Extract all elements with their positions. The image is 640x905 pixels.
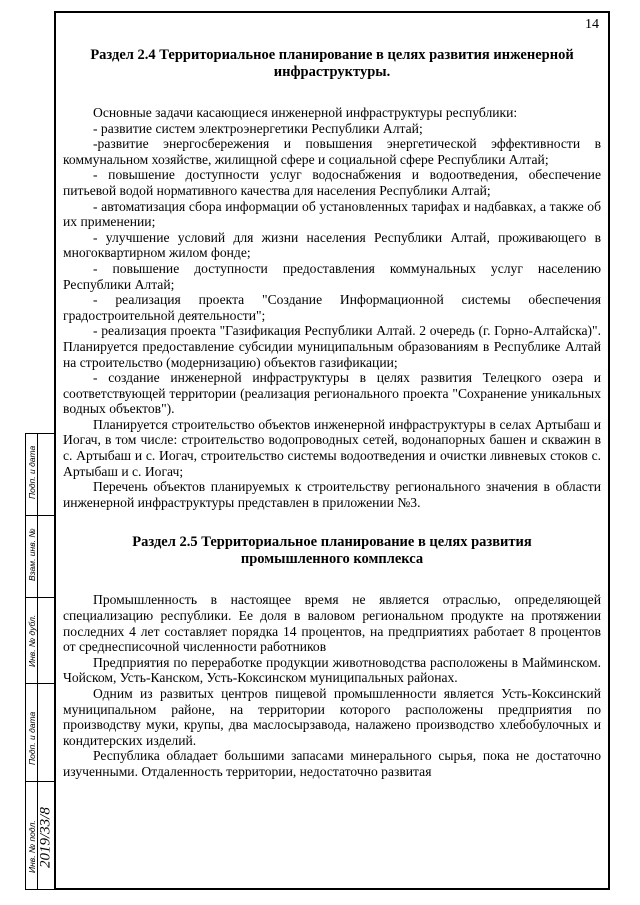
paragraph: -развитие энергосбережения и повышения энергетической эффективности в коммунальном хозяйстве, жилищной сфере и социальной сфере Республики Алтай; <box>63 136 601 167</box>
document-body <box>63 47 601 780</box>
stamp-label: Подп. и дата <box>26 445 37 499</box>
paragraph: Планируется строительство объектов инженерной инфраструктуры в селах Артыбаш и Иогач, в том числе: строительство водопроводных сетей, водонапорных башен и скважин в с. Артыбаш и с. Иогач, строительство системы водоотведения и очистки ливневых стоков с. Артыбаш и с. Иогач; <box>63 416 601 479</box>
approval-stamp <box>25 433 54 890</box>
stamp-row <box>25 781 54 890</box>
paragraph: - реализация проекта "Газификация Республики Алтай. 2 очередь (г. Горно-Алтайска)". Планируется предоставление субсидии муниципальным образованиям в Республике Алтай на строительство (модернизацию) объектов газификации; <box>63 323 601 370</box>
paragraph: Предприятия по переработке продукции животноводства расположены в Майминском. Чойском, Усть-Канском, Усть-Коксинском муниципальных районах. <box>63 654 601 686</box>
paragraph: - повышение доступности услуг водоснабжения и водоотведения, обеспечение питьевой водой нормативного качества для населения Республики Алтай; <box>63 167 601 198</box>
stamp-label: Подп. и дата <box>26 711 37 765</box>
page-frame <box>54 11 610 890</box>
paragraph: - автоматизация сбора информации об установленных тарифах и надбавках, а также об их применении; <box>63 198 601 230</box>
paragraph: Одним из развитых центров пищевой промышленности является Усть-Коксинский муниципальном районе, на территории которого расположены предприятия по производству муки, крупы, два маслосырзавода, налажено производство хлебобулочных и кондитерских изделий. <box>63 686 601 748</box>
paragraph: Республика обладает большими запасами минерального сырья, пока не достаточно изученными. Отдаленность территории, недостаточно развитая <box>63 748 601 779</box>
paragraph: - реализация проекта "Создание Информационной системы обеспечения градостроительной деятельности"; <box>63 292 601 323</box>
paragraph: Промышленность в настоящее время не является отраслью, определяющей специализацию республики. Ее доля в валовом региональном продукте на протяжении последних 4 лет составляет порядка 14 процентов, на предприятиях работает 8 процентов от среднесписочной численности работников <box>63 592 601 655</box>
stamp-label: Инв. № дубл. <box>26 614 37 667</box>
section-2-5-heading: Раздел 2.5 Территориальное планирование в целях развития промышленного комплекса <box>132 534 532 568</box>
stamp-row <box>25 515 54 597</box>
paragraph: Перечень объектов планируемых к строительству регионального значения в области инженерной инфраструктуры представлен в приложении №3. <box>63 479 601 510</box>
stamp-value: 2019/33/8 <box>37 807 54 868</box>
stamp-label: Инв. № подл. <box>26 820 37 873</box>
paragraph: - развитие систем электроэнергетики Республики Алтай; <box>93 120 423 136</box>
stamp-row <box>25 683 54 781</box>
section-2-4-heading: Раздел 2.4 Территориальное планирование в целях развития инженерной инфраструктуры. <box>90 47 574 80</box>
stamp-label: Взам. инв. № <box>26 528 37 581</box>
paragraph: - улучшение условий для жизни населения Республики Алтай, проживающего в многоквартирном жилом фонде; <box>63 229 601 261</box>
paragraph: - создание инженерной инфраструктуры в целях развития Телецкого озера и соответствующей территории (реализация регионального проекта "Сохранение уникальных водных объектов"). <box>63 370 601 417</box>
paragraph: - повышение доступности предоставления коммунальных услуг населению Республики Алтай; <box>63 260 601 292</box>
stamp-row <box>25 433 54 515</box>
stamp-row <box>25 597 54 683</box>
paragraph: Основные задачи касающиеся инженерной инфраструктуры республики: <box>93 105 518 120</box>
page-number: 14 <box>585 17 599 32</box>
